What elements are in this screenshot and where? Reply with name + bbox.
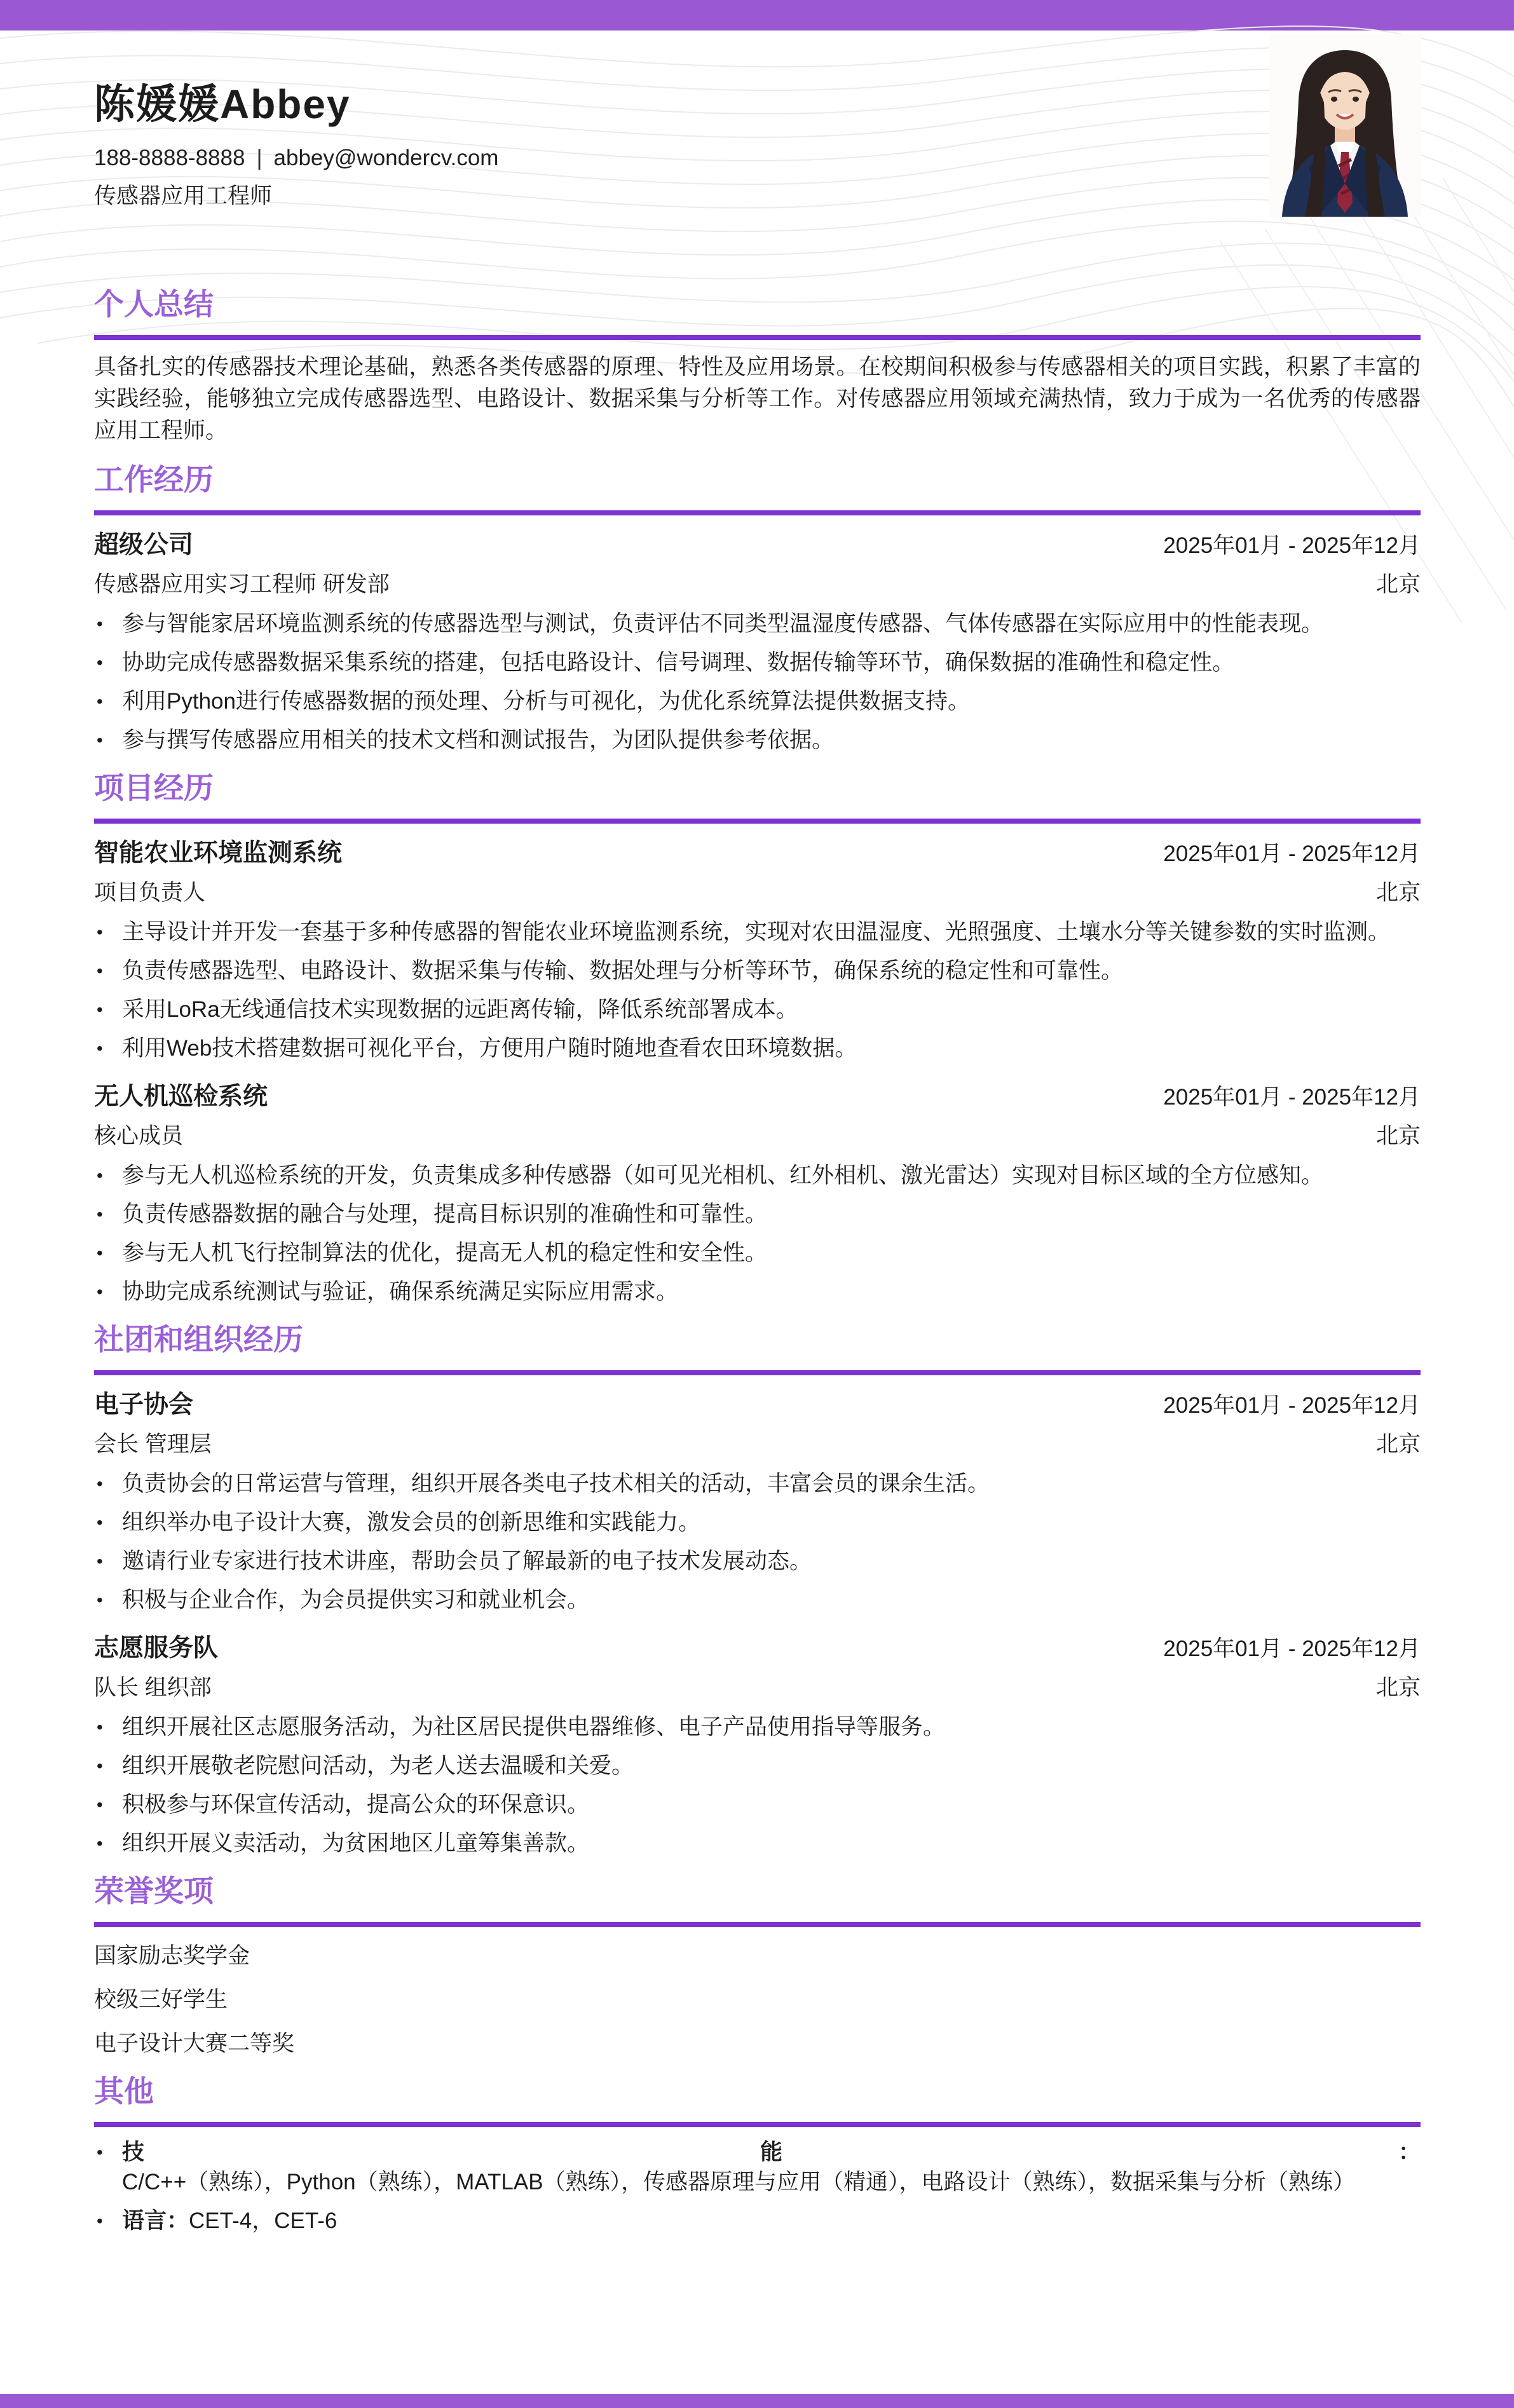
organization-name: 志愿服务队 — [94, 1635, 219, 1662]
project-role: 项目负责人 — [94, 880, 206, 905]
organization-date: 2025年01月 - 2025年12月 — [1163, 1636, 1421, 1661]
section-divider — [94, 819, 1421, 824]
organization-bullets — [94, 1712, 1421, 1858]
bullet-item: • 负责传感器数据的融合与处理，提高目标识别的准确性和可靠性。 — [122, 1199, 1421, 1229]
bullet-item: • 组织开展敬老院慰问活动，为老人送去温暖和关爱。 — [122, 1751, 1421, 1781]
bullet-item: • 参与撰写传感器应用相关的技术文档和测试报告，为团队提供参考依据。 — [122, 725, 1421, 755]
section-divider — [94, 1922, 1421, 1927]
section-divider — [94, 2122, 1421, 2127]
project-bullets — [94, 1160, 1421, 1307]
section-title-other: 其他 — [94, 2074, 154, 2108]
project-role: 核心成员 — [94, 1124, 184, 1148]
section-work — [94, 462, 1421, 755]
bullet-item: • 采用LoRa无线通信技术实现数据的远距离传输，降低系统部署成本。 — [122, 995, 1421, 1024]
work-location: 北京 — [1375, 572, 1421, 597]
project-name: 智能农业环境监测系统 — [94, 840, 343, 867]
section-divider — [94, 335, 1421, 340]
organization-location: 北京 — [1375, 1432, 1421, 1457]
organization-location: 北京 — [1375, 1675, 1421, 1700]
section-title-organizations: 社团和组织经历 — [94, 1323, 303, 1356]
honor-item: 电子设计大赛二等奖 — [94, 2031, 295, 2056]
section-organizations — [94, 1322, 1421, 1858]
contact-line — [94, 144, 1421, 172]
organization-entry — [94, 1634, 1421, 1858]
section-summary — [94, 287, 1421, 447]
section-divider — [94, 510, 1421, 515]
section-honors — [94, 1874, 1421, 2058]
section-title-projects: 项目经历 — [94, 771, 214, 805]
candidate-name: 陈媛媛Abbey — [94, 81, 351, 127]
section-other — [94, 2074, 1421, 2236]
bullet-item: • 组织开展社区志愿服务活动，为社区居民提供电器维修、电子产品使用指导等服务。 — [122, 1712, 1421, 1742]
organization-role: 会长 管理层 — [94, 1432, 212, 1457]
work-bullets — [94, 609, 1421, 755]
bullet-item: • 负责协会的日常运营与管理，组织开展各类电子技术相关的活动，丰富会员的课余生活。 — [122, 1469, 1421, 1499]
organization-entry — [94, 1391, 1421, 1615]
bullet-item: • 协助完成传感器数据采集系统的搭建，包括电路设计、信号调理、数据传输等环节，确保数据的准确性和稳定性。 — [122, 648, 1421, 677]
section-title-work: 工作经历 — [94, 463, 214, 496]
skills-item — [122, 2137, 1421, 2197]
work-role: 传感器应用实习工程师 研发部 — [94, 572, 390, 597]
bullet-item: • 利用Web技术搭建数据可视化平台，方便用户随时随地查看农田环境数据。 — [122, 1033, 1421, 1063]
candidate-job-title: 传感器应用工程师 — [94, 184, 273, 208]
work-org: 超级公司 — [94, 531, 194, 559]
project-entry — [94, 839, 1421, 1063]
bottom-accent-bar — [0, 2394, 1514, 2408]
bullet-item: • 组织举办电子设计大赛，激发会员的创新思维和实践能力。 — [122, 1507, 1421, 1537]
portrait-photo — [1269, 34, 1421, 217]
project-bullets — [94, 917, 1421, 1063]
organization-name: 电子协会 — [94, 1391, 194, 1418]
bullet-item: • 负责传感器选型、电路设计、数据采集与传输、数据处理与分析等环节，确保系统的稳定性和可靠性。 — [122, 956, 1421, 986]
project-location: 北京 — [1375, 880, 1421, 905]
organization-date: 2025年01月 - 2025年12月 — [1163, 1393, 1421, 1418]
project-date: 2025年01月 - 2025年12月 — [1163, 841, 1421, 866]
bullet-item: • 主导设计并开发一套基于多种传感器的智能农业环境监测系统，实现对农田温湿度、光照强度、土壤水分等关键参数的实时监测。 — [122, 917, 1421, 947]
bullet-item: • 参与无人机巡检系统的开发，负责集成多种传感器（如可见光相机、红外相机、激光雷达）实现对目标区域的全方位感知。 — [122, 1160, 1421, 1190]
language-text: CET-4，CET-6 — [189, 2208, 338, 2233]
contact-separator: | — [256, 146, 263, 170]
section-title-summary: 个人总结 — [94, 287, 214, 321]
project-location: 北京 — [1375, 1124, 1421, 1148]
bullet-item: • 利用Python进行传感器数据的预处理、分析与可视化，为优化系统算法提供数据支持。 — [122, 686, 1421, 716]
project-name: 无人机巡检系统 — [94, 1083, 268, 1110]
bullet-item: • 邀请行业专家进行技术讲座，帮助会员了解最新的电子技术发展动态。 — [122, 1546, 1421, 1576]
phone-number: 188-8888-8888 — [94, 146, 245, 170]
section-divider — [94, 1370, 1421, 1375]
project-entry — [94, 1082, 1421, 1307]
summary-text: 具备扎实的传感器技术理论基础，熟悉各类传感器的原理、特性及应用场景。在校期间积极参与传感器相关的项目实践，积累了丰富的实践经验，能够独立完成传感器选型、电路设计、数据采集与分析等工作。对传感器应用领域充满热情，致力于成为一名优秀的传感器应用工程师。 — [94, 355, 1421, 443]
organization-bullets — [94, 1469, 1421, 1615]
bullet-item: • 参与智能家居环境监测系统的传感器选型与测试，负责评估不同类型温湿度传感器、气体传感器在实际应用中的性能表现。 — [122, 609, 1421, 639]
project-date: 2025年01月 - 2025年12月 — [1163, 1085, 1421, 1110]
work-entry — [94, 531, 1421, 755]
organization-role: 队长 组织部 — [94, 1675, 212, 1700]
language-item — [122, 2206, 1421, 2236]
bullet-item: • 积极与企业合作，为会员提供实习和就业机会。 — [122, 1585, 1421, 1615]
language-label: 语言： — [122, 2208, 189, 2233]
bullet-item: • 积极参与环保宣传活动，提高公众的环保意识。 — [122, 1790, 1421, 1820]
work-date: 2025年01月 - 2025年12月 — [1163, 533, 1421, 558]
other-list — [94, 2137, 1421, 2236]
honor-item: 校级三好学生 — [94, 1987, 228, 2012]
bullet-item: • 参与无人机飞行控制算法的优化，提高无人机的稳定性和安全性。 — [122, 1238, 1421, 1268]
skills-label: 技能： — [122, 2140, 1421, 2165]
resume-header — [94, 0, 1421, 210]
honor-item: 国家励志奖学金 — [94, 1943, 250, 1968]
section-title-honors: 荣誉奖项 — [94, 1874, 214, 1908]
skills-text: C/C++（熟练），Python（熟练），MATLAB（熟练），传感器原理与应用（精通），电路设计（熟练），数据采集与分析（熟练） — [122, 2170, 1356, 2194]
bullet-item: • 协助完成系统测试与验证，确保系统满足实际应用需求。 — [122, 1277, 1421, 1307]
section-projects — [94, 770, 1421, 1307]
email-address: abbey@wondercv.com — [273, 146, 499, 170]
bullet-item: • 组织开展义卖活动，为贫困地区儿童筹集善款。 — [122, 1828, 1421, 1858]
